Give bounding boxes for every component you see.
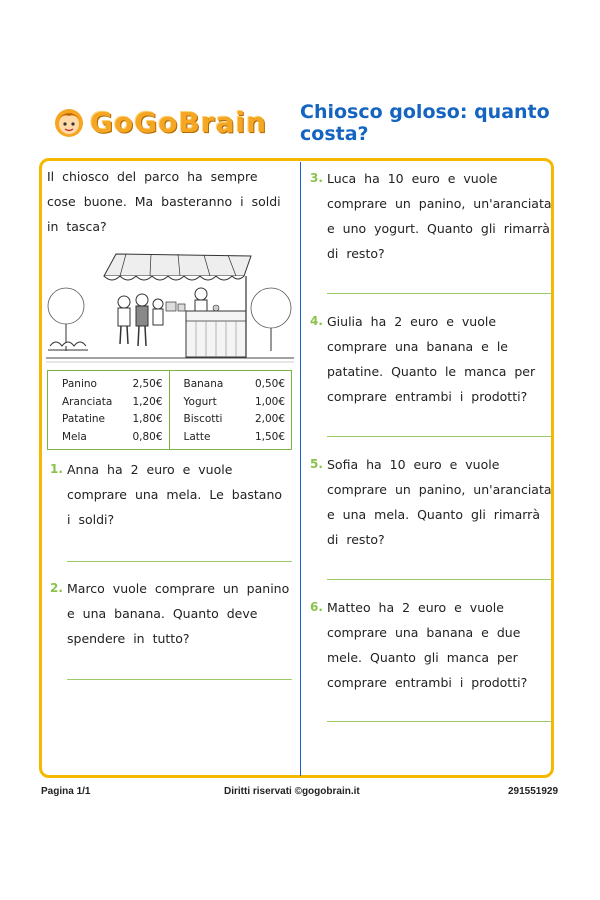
- price-row: [184, 394, 286, 412]
- question-text: Anna ha 2 euro e vuole comprare una mela. Le bastano i soldi?: [67, 462, 283, 527]
- question-3: [310, 166, 552, 266]
- price-item: Mela: [62, 430, 87, 443]
- question-4: [310, 309, 552, 409]
- answer-line-4[interactable]: [327, 436, 552, 437]
- question-text: Sofia ha 10 euro e vuole comprare un panino, un'aranciata e una mela. Quanto gli rimarrà di resto?: [327, 457, 552, 547]
- price-row: [62, 376, 163, 394]
- price-row: [184, 376, 286, 394]
- answer-line-3[interactable]: [327, 293, 552, 294]
- gogobrain-logo[interactable]: [52, 100, 272, 144]
- question-6: [310, 595, 552, 695]
- question-text: Luca ha 10 euro e vuole comprare un panino, un'aranciata e uno yogurt. Quanto gli rimarrà di resto?: [327, 171, 552, 261]
- price-row: [62, 429, 163, 447]
- price-row: [184, 429, 286, 447]
- price-value: 0,80€: [132, 430, 163, 443]
- price-table: [47, 370, 292, 450]
- price-value: 2,00€: [254, 413, 285, 425]
- column-divider: [300, 162, 301, 776]
- price-row: [62, 411, 163, 429]
- question-text: Giulia ha 2 euro e vuole comprare una banana e le patatine. Quanto le manca per comprare entrambi i prodotti?: [327, 314, 536, 404]
- price-item: Biscotti: [183, 413, 223, 425]
- intro-text: Il chiosco del parco ha sempre cose buone. Ma basteranno i soldi in tasca?: [47, 169, 281, 234]
- price-value: 1,50€: [254, 430, 285, 443]
- answer-line-6[interactable]: [327, 721, 552, 722]
- price-item: Patatine: [62, 413, 105, 425]
- price-value: 1,80€: [132, 413, 163, 425]
- question-number: 4.: [310, 314, 323, 328]
- question-number: 5.: [310, 457, 323, 471]
- answer-line-1[interactable]: [67, 561, 292, 562]
- price-item: Aranciata: [62, 395, 113, 408]
- question-number: 6.: [310, 600, 323, 614]
- question-number: 3.: [310, 171, 323, 185]
- header: [0, 0, 600, 160]
- answer-line-2[interactable]: [67, 679, 292, 680]
- question-5: [310, 452, 552, 552]
- price-value: 1,20€: [132, 395, 163, 408]
- price-value: 1,00€: [254, 395, 285, 408]
- question-text: Matteo ha 2 euro e vuole comprare una banana e due mele. Quanto gli manca per comprare entrambi i prodotti?: [327, 600, 528, 690]
- kiosk-illustration: [46, 246, 294, 368]
- logo-text: GoGoBrain: [90, 105, 268, 139]
- footer-code: 291551929: [508, 786, 559, 797]
- question-2: [50, 576, 292, 651]
- mascot-icon: [52, 105, 86, 139]
- question-number: 1.: [50, 462, 63, 476]
- price-value: 2,50€: [132, 378, 163, 390]
- question-number: 2.: [50, 581, 63, 595]
- price-row: [184, 411, 286, 429]
- footer-page-number: Pagina 1/1: [41, 786, 91, 797]
- question-1: [50, 457, 292, 532]
- price-column-right: [170, 371, 292, 449]
- price-value: 0,50€: [254, 378, 285, 390]
- price-item: Latte: [183, 430, 211, 443]
- price-item: Panino: [62, 378, 97, 390]
- footer-rights: Diritti riservati ©gogobrain.it: [224, 786, 360, 797]
- page-title: Chiosco goloso: quanto costa?: [300, 101, 550, 145]
- answer-line-5[interactable]: [327, 579, 552, 580]
- price-item: Banana: [183, 378, 224, 390]
- price-item: Yogurt: [183, 395, 217, 408]
- price-row: [62, 394, 163, 412]
- price-column-left: [48, 371, 170, 449]
- question-text: Marco vuole comprare un panino e una banana. Quanto deve spendere in tutto?: [67, 581, 290, 646]
